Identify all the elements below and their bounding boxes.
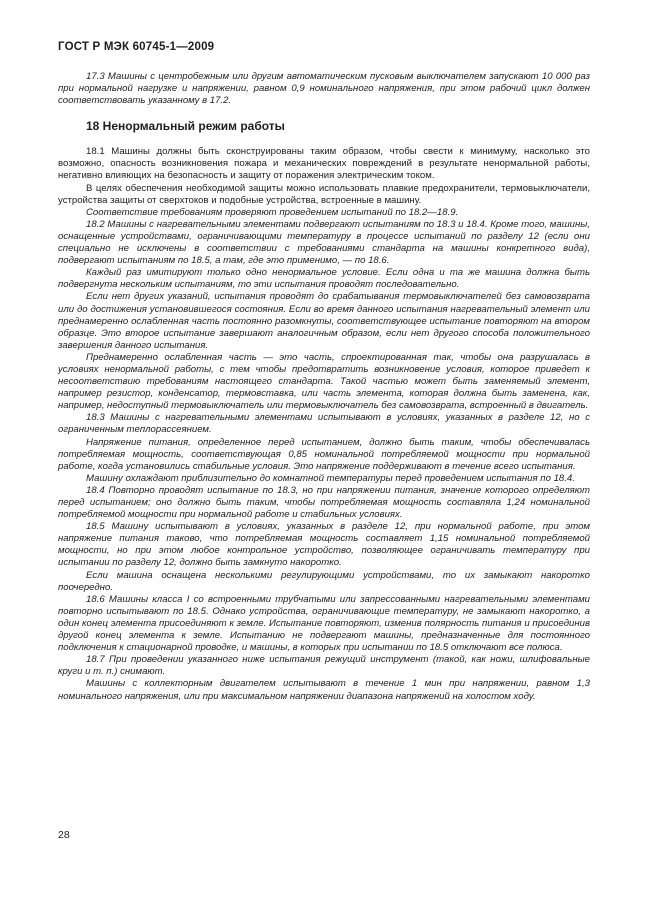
page-number: 28 [58, 829, 70, 841]
clause-18-2-single-condition: Каждый раз имитируют только одно ненормальное условие. Если одна и та же машина должна быть подвергнута нескольким испытаниям, то эти испытания проводят последовательно. [58, 267, 590, 291]
clause-18-2-weakened-part: Преднамеренно ослабленная часть — это часть, спроектированная так, чтобы она разрушалась в условиях ненормальной работы, с тем чтобы предотвратить возникновение условия, которое приведет к несоответствию требованиям настоящего стандарта. Такой частью может быть заменяемый элемент, например резистор, конденсатор, термовставка, или часть элемента, которая должна быть заменена, как, например, недоступный термовыключатель или термовыключатель без самовозврата, встроенный в двигатель. [58, 351, 590, 412]
clause-18-5-multiple-devices: Если машина оснащена несколькими регулирующими устройствами, то их замыкают накоротко поочередно. [58, 569, 590, 593]
clause-18-2-procedure: Если нет других указаний, испытания проводят до срабатывания термовыключателей без самовозврата или до достижения установившегося состояния. Если во время данного испытания нагревательный элемент или преднамеренно ослабленная часть постоянно разомкнуты, соответствующее испытание повторяют на втором образце. Это второе испытание завершают аналогичным образом, если нет другого способа положительного завершения данного испытания. [58, 291, 590, 351]
clause-18-2: 18.2 Машины с нагревательными элементами подвергают испытаниям по 18.3 и 18.4. Кроме того, машины, оснащенные устройствами, ограничивающими температуру в процессе испытаний по разделу 12 (если они специально не исключены в соответствии с требованиями стандарта на машины конкретного вида), подвергают испытаниям по 18.5, а там, где это применимо, — по 18.6. [58, 218, 590, 267]
clause-18-6: 18.6 Машины класса I со встроенными трубчатыми или запрессованными нагревательными элементами повторно испытывают по 18.5. Однако устройства, ограничивающие температуру, не замыкают накоротко, а один конец элемента присоединяют к земле. Испытание повторяют, изменив полярность питания и присоединив другой конец элемента к земле. Испытанию не подвергают машины, предназначенные для постоянного подключения к стационарной проводке, и машины, в которых при испытании по 18.5 отключают все полюса. [58, 593, 590, 654]
standard-header: ГОСТ Р МЭК 60745-1—2009 [58, 41, 215, 53]
clause-18-3-cooling: Машину охлаждают приблизительно до комнатной температуры перед проведением испытания по 18.4. [86, 472, 575, 484]
clause-18-5: 18.5 Машину испытывают в условиях, указанных в разделе 12, при нормальной работе, при этом напряжение питания таково, что потребляемая мощность составляет 1,15 номинальной потребляемой мощности, но при этом любое контрольное устройство, позволяющее ограничивать температуру при испытании по разделу 12, должно быть замкнуто накоротко. [58, 521, 590, 569]
clause-18-7: 18.7 При проведении указанного ниже испытания режущий инструмент (такой, как ножи, шлифовальные круги и т. п.) снимают. [58, 654, 590, 678]
clause-18-4: 18.4 Повторно проводят испытание по 18.3, но при напряжении питания, значение которого определяют перед испытанием; оно должно быть таким, чтобы потребляемая мощность составляла 1,24 номинальной потребляемой мощности при нормальной работе и стабильных условиях. [58, 484, 590, 521]
clause-18-1-compliance: Соответствие требованиям проверяют проведением испытаний по 18.2—18.9. [86, 206, 459, 218]
clause-18-3-voltage: Напряжение питания, определенное перед испытанием, должно быть таким, чтобы обеспечивалась потребляемая мощность, соответствующая 0,85 номинальной потребляемой мощности при нормальной работе, когда установились стабильные условия. Это напряжение поддерживают в течение всего испытания. [58, 436, 590, 472]
spacer [58, 134, 590, 146]
section-heading-18: 18 Ненормальный режим работы [86, 119, 285, 134]
clause-18-3: 18.3 Машины с нагревательными элементами испытывают в условиях, указанных в разделе 12, но с ограниченным теплорассеянием. [58, 412, 590, 436]
document-body [58, 71, 590, 703]
clause-18-7-commutator: Машины с коллекторным двигателем испытывают в течение 1 мин при напряжении, равном 1,3 номинального напряжения, или при максимальном напряжении диапазона напряжений на холостом ходу. [58, 678, 590, 702]
clause-18-1: 18.1 Машины должны быть сконструированы таким образом, чтобы свести к минимуму, насколько это возможно, опасность возникновения пожара и механических повреждений в результате ненормальной работы, негативно влияющих на безопасность и защиту от поражения электрическим током. [58, 146, 590, 182]
spacer [58, 107, 590, 118]
clause-18-1-protection: В целях обеспечения необходимой защиты можно использовать плавкие предохранители, термовыключатели, устройства защиты от сверхтоков и подобные устройства, встроенные в машину. [58, 182, 590, 206]
clause-17-3: 17.3 Машины с центробежным или другим автоматическим пусковым выключателем запускают 10 000 раз при нормальной нагрузке и напряжении, равном 0,9 номинального напряжения, при этом рабочий цикл должен соответствовать указанному в 17.2. [58, 71, 590, 107]
